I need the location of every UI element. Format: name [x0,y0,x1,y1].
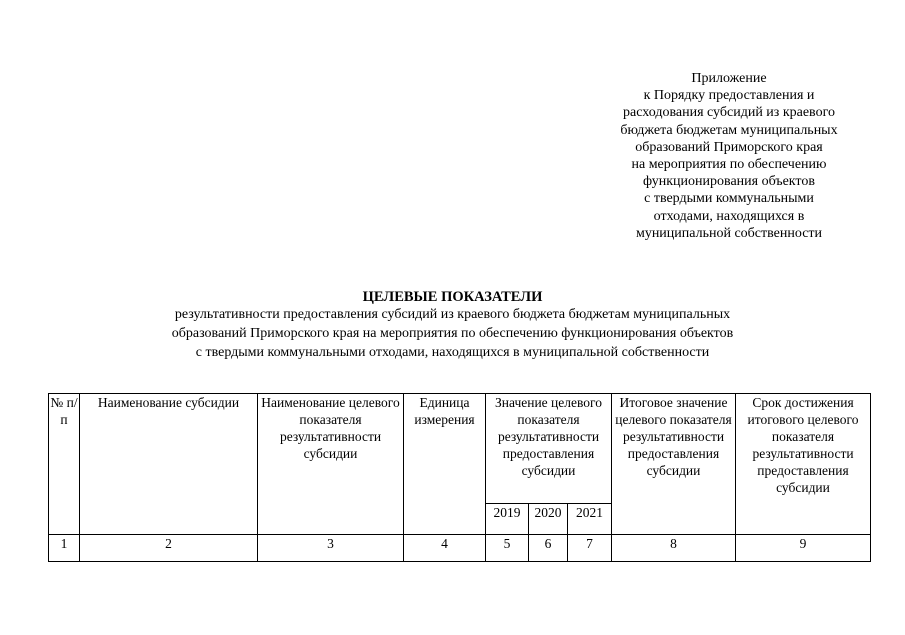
table-header-row [49,394,871,504]
document-title: ЦЕЛЕВЫЕ ПОКАЗАТЕЛИ [362,289,543,305]
header-unit: Единица измерения [404,394,486,535]
header-year: 2019 [486,504,529,535]
appendix-line: отходами, находящихся в [653,208,805,224]
subtitle-line: с твердыми коммунальными отходами, находящихся в муниципальной собственности [195,345,710,360]
column-number: 5 [486,535,529,562]
header-indicator-name: Наименование целевого показателя результативности субсидии [258,394,404,535]
column-number: 9 [736,535,871,562]
indicators-table [48,393,871,562]
table-row [49,535,871,562]
column-number: 7 [568,535,612,562]
header-subsidy-name: Наименование субсидии [80,394,258,535]
appendix-note [602,70,856,242]
appendix-line: функционирования объектов [643,174,815,190]
subtitle-line: результативности предоставления субсидий из краевого бюджета бюджетам муниципальных [174,307,731,322]
column-number: 4 [404,535,486,562]
header-year: 2021 [568,504,612,535]
appendix-line: Приложение [691,71,767,86]
header-year: 2020 [529,504,568,535]
header-num: № п/п [49,394,80,535]
header-deadline: Срок достижения итогового целевого показателя результативности предоставления субсидии [736,394,871,535]
column-number: 3 [258,535,404,562]
header-total: Итоговое значение целевого показателя результативности предоставления субсидии [612,394,736,535]
column-number: 1 [49,535,80,562]
appendix-line: образований Приморского края [635,139,823,155]
column-number: 2 [80,535,258,562]
appendix-line: на мероприятия по обеспечению [631,157,827,173]
header-value: Значение целевого показателя результативности предоставления субсидии [486,394,612,504]
appendix-line: с твердыми коммунальными [644,191,814,207]
subtitle-line: образований Приморского края на мероприятия по обеспечению функционирования объектов [171,326,734,341]
column-number: 8 [612,535,736,562]
column-number: 6 [529,535,568,562]
document-subtitle [0,305,905,362]
appendix-line: к Порядку предоставления и [643,88,815,104]
appendix-line: бюджета бюджетам муниципальных [620,122,838,138]
appendix-line: муниципальной собственности [635,225,823,241]
appendix-line: расходования субсидий из краевого [623,105,835,121]
